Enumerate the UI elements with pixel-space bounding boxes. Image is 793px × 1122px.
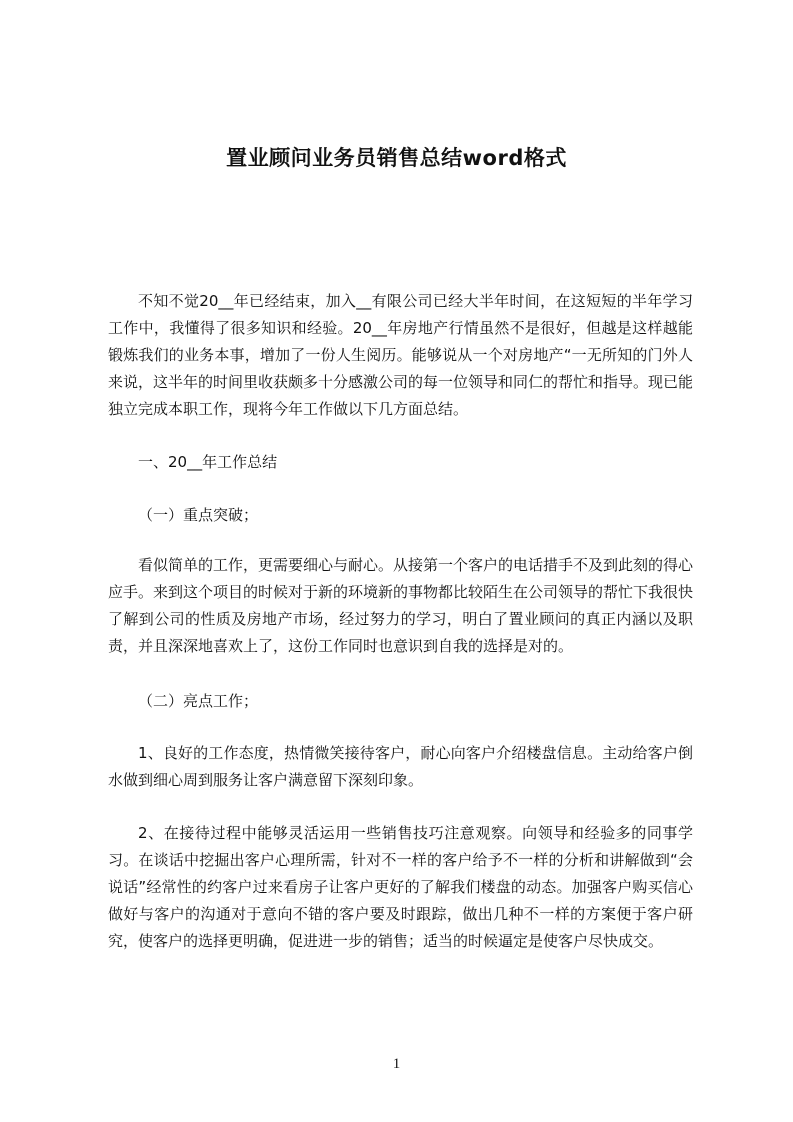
subsection-heading-1: （一）重点突破； bbox=[138, 506, 259, 524]
section-heading-1: 一、20__年工作总结 bbox=[138, 453, 278, 471]
subsection-heading-2: （二）亮点工作； bbox=[138, 692, 259, 710]
page-number: 1 bbox=[392, 1056, 401, 1072]
list-item-1: 1、良好的工作态度，热情微笑接待客户，耐心向客户介绍楼盘信息。主动给客户倒水做到细心周到服务让客户满意留下深刻印象。 bbox=[108, 744, 693, 789]
subsection-1-paragraph: 看似简单的工作，更需要细心与耐心。从接第一个客户的电话措手不及到此刻的得心应手。来到这个项目的时候对于新的环境新的事物都比较陌生在公司领导的帮忙下我很快了解到公司的性质及房地产市场，经过努力的学习，明白了置业顾问的真正内涵以及职责，并且深深地喜欢上了，这份工作同时也意识到自我的选择是对的。 bbox=[108, 556, 694, 655]
intro-paragraph: 不知不觉20__年已经结束，加入__有限公司已经大半年时间，在这短短的半年学习工作中，我懂得了很多知识和经验。20__年房地产行情虽然不是很好，但越是这样越能锻炼我们的业务本事，增加了一份人生阅历。能够说从一个对房地产“一无所知的门外人来说，这半年的时间里收获颇多十分感激公司的每一位领导和同仁的帮忙和指导。现已能独立完成本职工作，现将今年工作做以下几方面总结。 bbox=[108, 292, 694, 418]
list-item-2: 2、在接待过程中能够灵活运用一些销售技巧注意观察。向领导和经验多的同事学习。在谈话中挖掘出客户心理所需，针对不一样的客户给予不一样的分析和讲解做到“会说话”经常性的约客户过来看房子让客户更好的了解我们楼盘的动态。加强客户购买信心做好与客户的沟通对于意向不错的客户要及时跟踪，做出几种不一样的方案便于客户研究，使客户的选择更明确，促进进一步的销售；适当的时候逼定是使客户尽快成交。 bbox=[108, 824, 693, 950]
document-title: 置业顾问业务员销售总结word格式 bbox=[226, 146, 567, 170]
